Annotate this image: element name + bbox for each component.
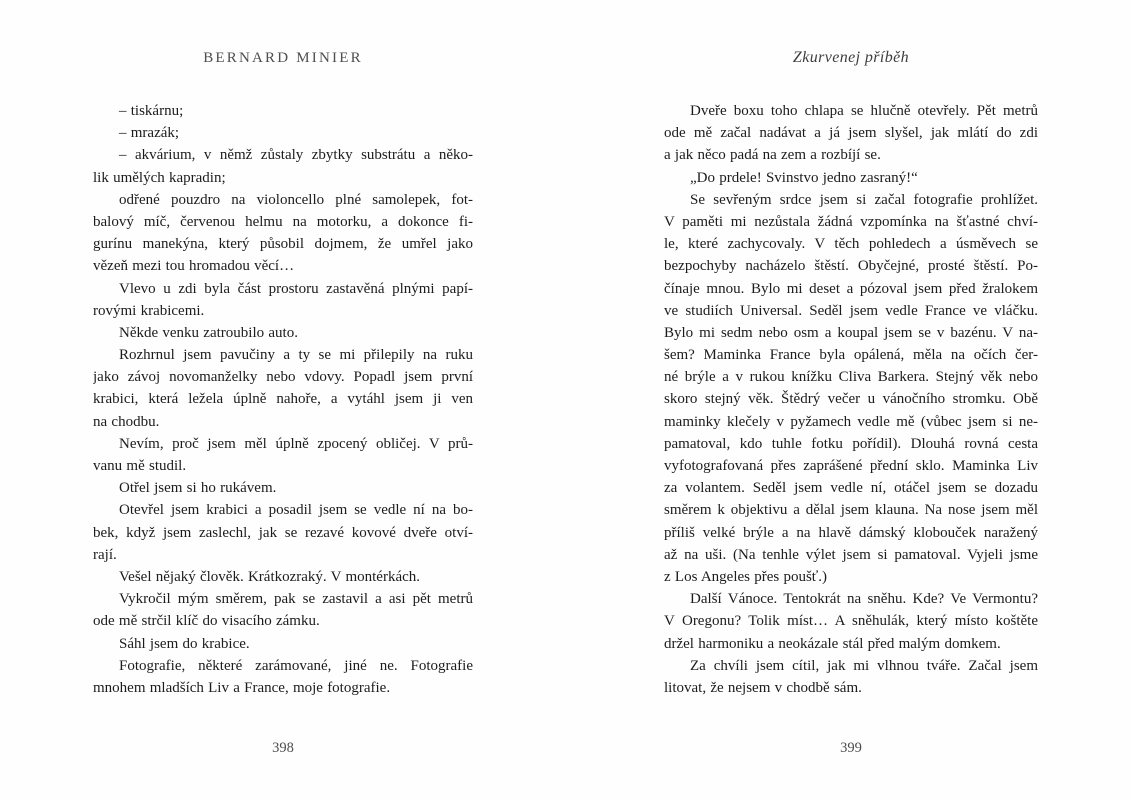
text-line: bezpochyby nacházelo štěstí. Obyčejné, prosté štěstí. Po- <box>664 258 1038 275</box>
text-line: Otevřel jsem krabici a posadil jsem se vedle ní na bo- <box>119 502 473 519</box>
text-line: čínaje mnou. Bylo mi deset a pózoval jsem před žralokem <box>664 280 1038 297</box>
text-line: rovými krabicemi. <box>93 302 205 319</box>
left-page-body <box>93 100 473 699</box>
text-line: pamatoval, kdo tuhle fotku pořídil). Dlouhá rovná cesta <box>664 435 1038 452</box>
text-line: – akvárium, v němž zůstaly zbytky substrátu a něko- <box>119 147 473 164</box>
text-line: – tiskárnu; <box>119 103 184 119</box>
text-line: vanu mě studil. <box>93 458 187 474</box>
text-line: bek, když jsem zaslechl, jak se rezavé kovové dveře otví- <box>93 524 473 541</box>
text-line: Vlevo u zdi byla část prostoru zastavěná plnými papí- <box>119 280 473 297</box>
text-line: litovat, že nejsem v chodbě sám. <box>664 679 862 696</box>
text-line: V Oregonu? Tolik míst… A sněhulák, který místo koštěte <box>664 613 1038 630</box>
text-line: ode mě začal nadávat a já jsem slyšel, jak mlátí do zdi <box>664 125 1038 142</box>
text-line: Vešel nějaký člověk. Krátkozraký. V montérkách. <box>119 568 421 585</box>
running-header-author: BERNARD MINIER <box>203 50 363 66</box>
text-line: Další Vánoce. Tentokrát na sněhu. Kde? Ve Vermontu? <box>690 591 1038 608</box>
text-line: na chodbu. <box>93 413 160 430</box>
text-line: – mrazák; <box>119 125 180 142</box>
text-line: Dveře boxu toho chlapa se hlučně otevřely. Pět metrů <box>690 103 1038 119</box>
text-line: až na uši. (Na tenhle výlet jsem si pamatoval. Vyjeli jsme <box>664 546 1038 563</box>
text-line: ode mě strčil klíč do visacího zámku. <box>93 613 320 630</box>
text-line: jako závoj novomanželky nebo vdovy. Popadl jsem první <box>93 369 473 386</box>
page-left <box>93 0 473 800</box>
text-line: le, které zachycovaly. V těch pohledech a úsměvech se <box>664 236 1038 253</box>
text-line: z Los Angeles přes poušť.) <box>664 568 827 585</box>
text-line: Fotografie, některé zarámované, jiné ne. Fotografie <box>119 657 473 674</box>
text-line: Někde venku zatroubilo auto. <box>119 324 298 341</box>
text-line: Rozhrnul jsem pavučiny a ty se mi přilepily na ruku <box>119 347 473 364</box>
text-line: příliš velké brýle a na hlavě dámský klobouček naražený <box>664 524 1038 541</box>
text-line: krabici, která ležela úplně nahoře, a vytáhl jsem ji ven <box>93 391 473 408</box>
text-line: Otřel jsem si ho rukávem. <box>119 480 277 497</box>
text-line: za volantem. Seděl jsem vedle ní, otáčel jsem se dozadu <box>664 480 1038 497</box>
text-line: rají. <box>93 546 117 563</box>
text-line: mnohem mladších Liv a France, moje fotografie. <box>93 679 391 696</box>
running-header-title: Zkurvenej příběh <box>792 49 910 66</box>
text-line: Nevím, proč jsem měl úplně zpocený obličej. V prů- <box>119 435 473 452</box>
text-line: balový míč, červenou helmu na motorku, a dokonce fi- <box>93 213 473 230</box>
text-line: šem? Maminka France byla opálená, měla na očích čer- <box>664 347 1038 364</box>
text-line: Bylo mi sedm nebo osm a koupal jsem se v bazénu. V na- <box>664 324 1038 341</box>
text-line: a jak něco padá na zem a rozbíjí se. <box>664 147 881 164</box>
right-page-body <box>664 100 1038 699</box>
page-right <box>664 0 1038 800</box>
text-line: Za chvíli jsem cítil, jak mi vlhnou tváře. Začal jsem <box>690 657 1038 674</box>
text-line: V paměti mi nezůstala žádná vzpomínka na šťastné chví- <box>664 213 1038 230</box>
text-line: Vykročil mým směrem, pak se zastavil a asi pět metrů <box>119 591 473 608</box>
right-page-number: 399 <box>840 740 862 756</box>
text-line: skoro stejný věk. Štědrý večer u vánočního stromku. Obě <box>664 391 1038 408</box>
text-line: né brýle a v rukou knížku Cliva Barkera. Stejný věk nebo <box>664 369 1038 386</box>
text-line: maminky klečely v pyžamech vedle mě (vůbec jsem si ne- <box>664 413 1038 430</box>
text-line: držel harmoniku a neokázale stál před malým domkem. <box>664 635 1001 652</box>
text-line: „Do prdele! Svinstvo jedno zasraný!“ <box>690 169 918 186</box>
text-line: lik umělých kapradin; <box>93 169 226 186</box>
text-line: gurínu manekýna, který působil dojmem, že umřel jako <box>93 236 473 253</box>
text-line: vyfotografovaná přes zaprášené přední sklo. Maminka Liv <box>664 458 1038 474</box>
left-page-number: 398 <box>272 740 294 756</box>
text-line: Sáhl jsem do krabice. <box>119 635 250 652</box>
text-line: směrem k objektivu a dělal jsem klauna. Na nose jsem měl <box>664 502 1038 519</box>
text-line: odřené pouzdro na violoncello plné samolepek, fot- <box>119 191 473 208</box>
text-line: Se sevřeným srdce jsem si začal fotografie prohlížet. <box>690 191 1038 208</box>
text-line: vězeň mezi tou hromadou věcí… <box>93 258 295 275</box>
text-line: ve studiích Universal. Seděl jsem vedle France ve vláčku. <box>664 302 1038 319</box>
